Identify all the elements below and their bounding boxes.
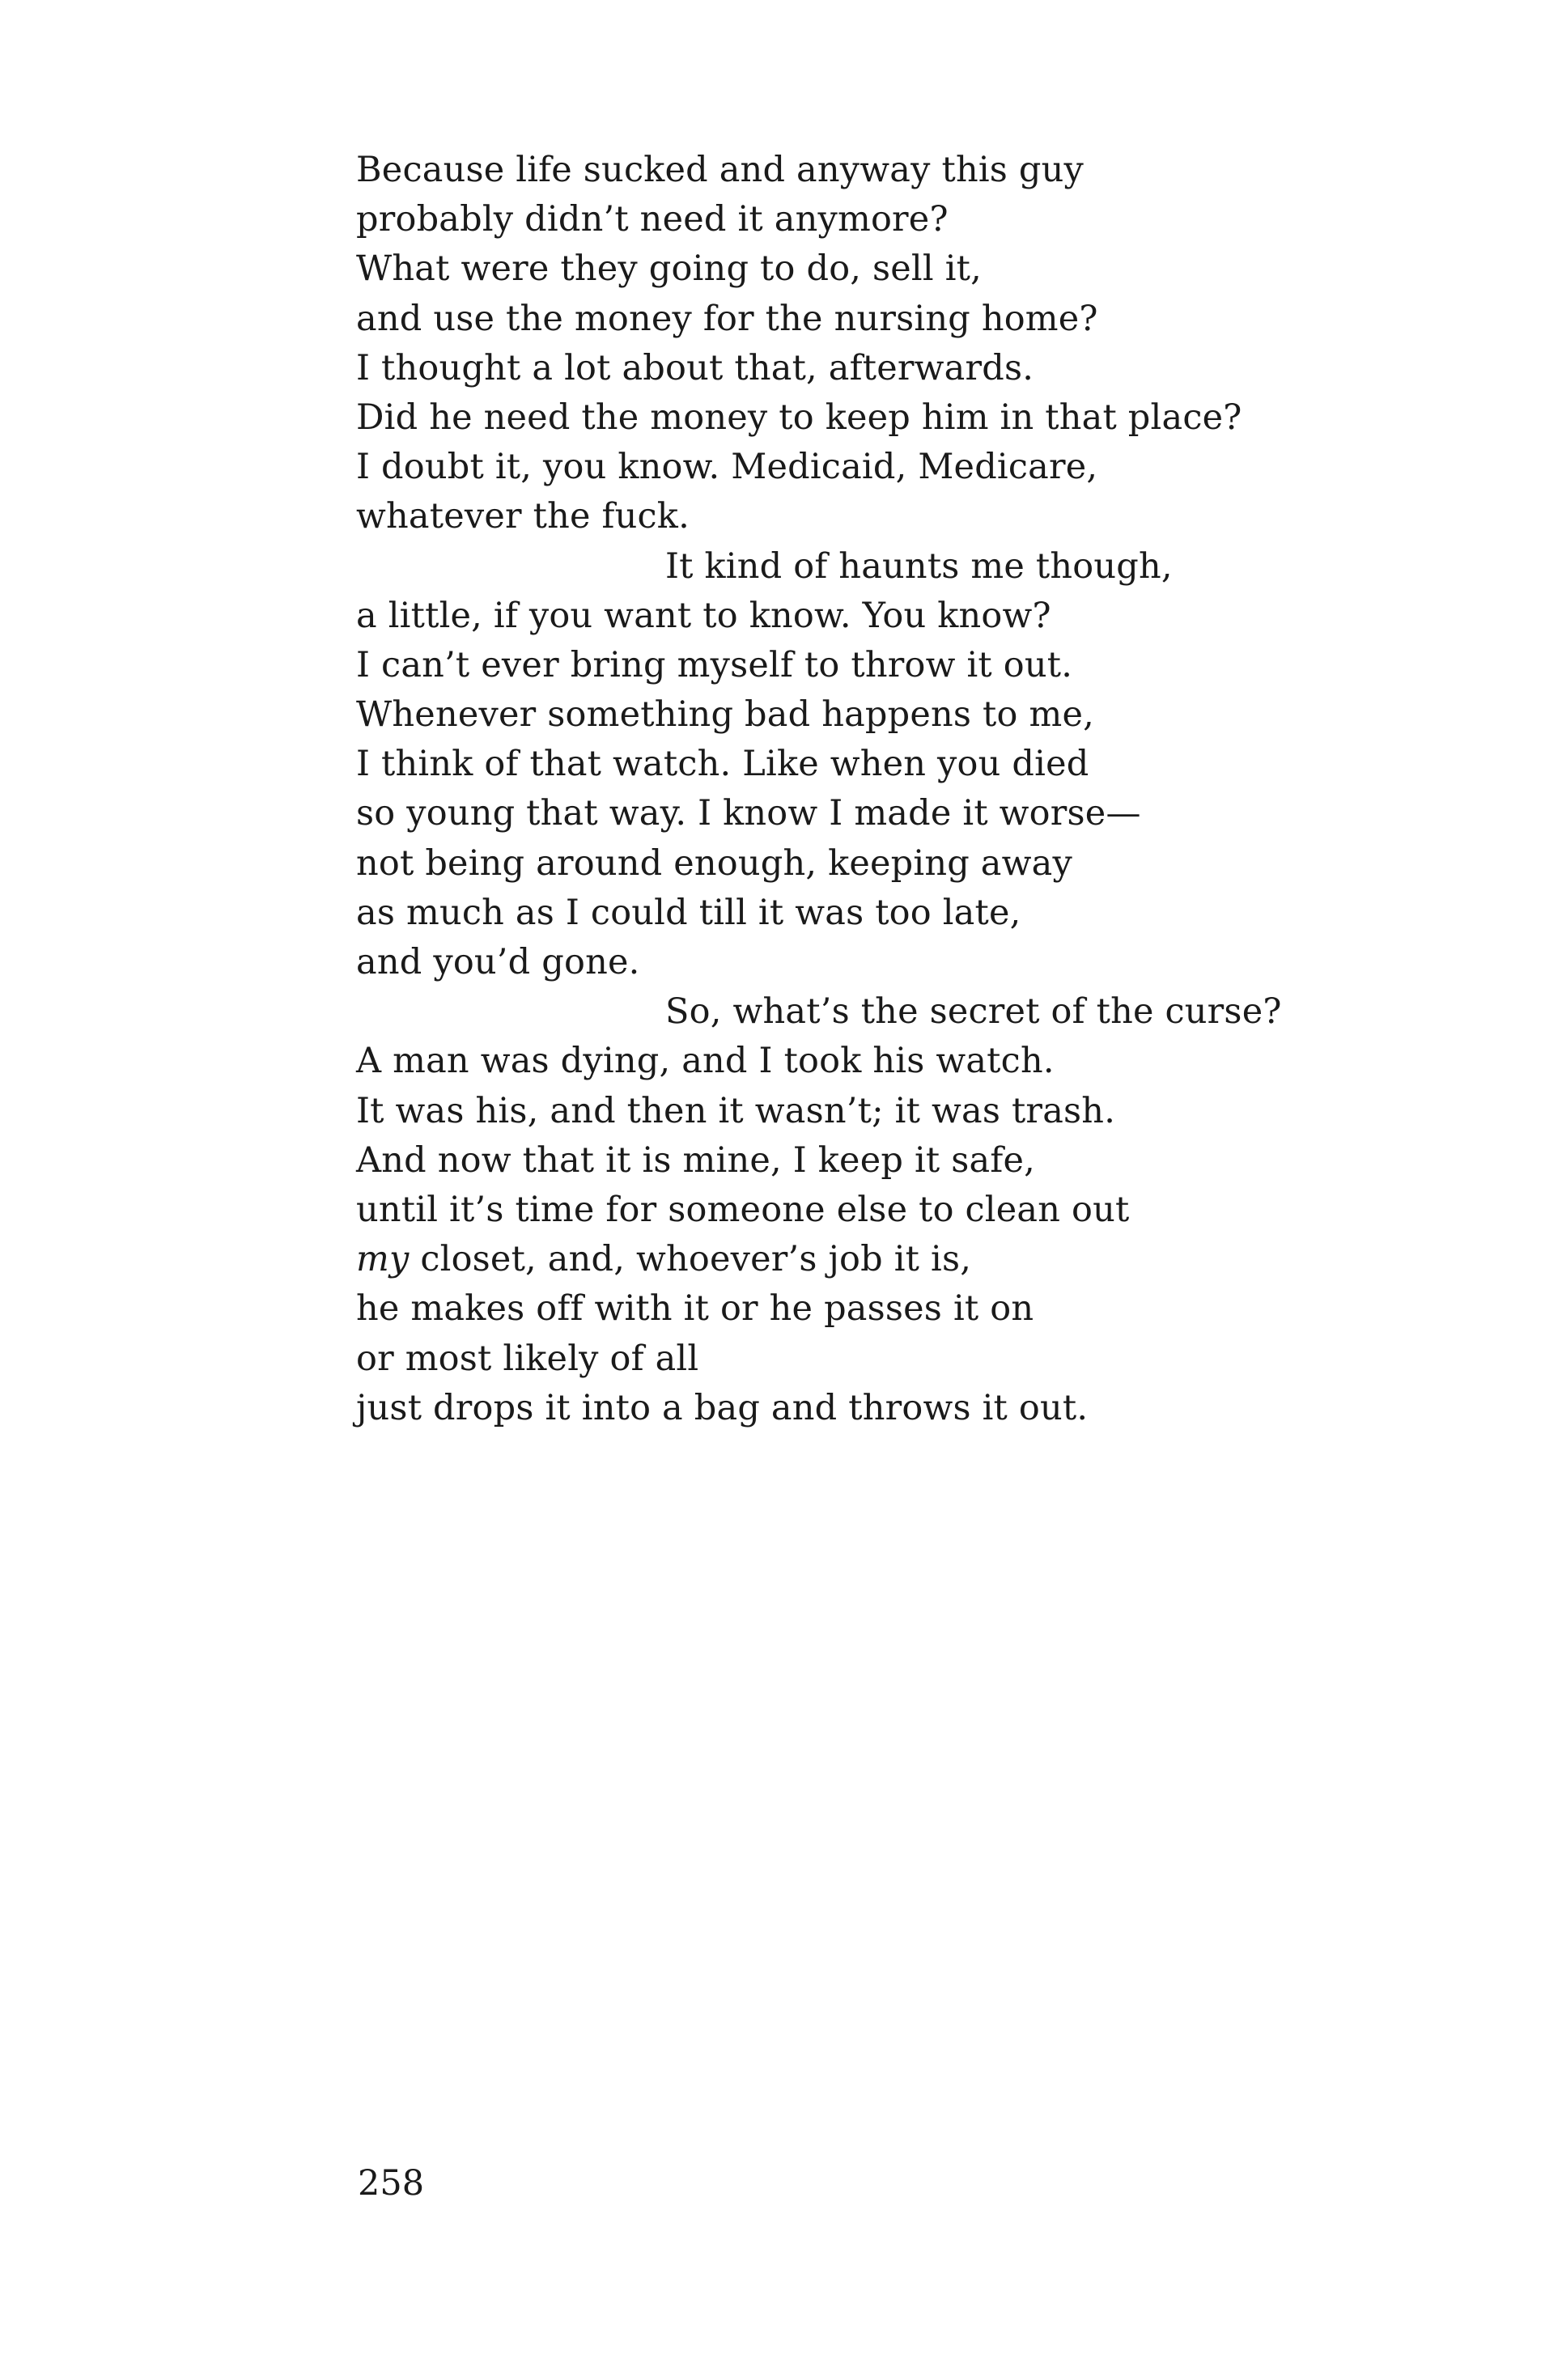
poem-line: until it’s time for someone else to clean out: [356, 1189, 1130, 1230]
poem-line: not being around enough, keeping away: [356, 842, 1072, 884]
poem-line: so young that way. I know I made it worse—: [356, 793, 1141, 834]
poem-line: a little, if you want to know. You know?: [356, 595, 1051, 636]
poem-line: It was his, and then it wasn’t; it was trash.: [356, 1090, 1116, 1131]
poem-line: I thought a lot about that, afterwards.: [356, 347, 1034, 388]
poem-line-indented: It kind of haunts me though,: [665, 545, 1173, 587]
poem-line: I doubt it, you know. Medicaid, Medicare,: [356, 447, 1098, 488]
poem-line-italic-word: my: [356, 1239, 410, 1280]
poem-line: Whenever something bad happens to me,: [356, 694, 1094, 736]
poem-line: And now that it is mine, I keep it safe,: [356, 1139, 1035, 1181]
poem-line: Because life sucked and anyway this guy: [356, 150, 1084, 190]
poem-line: just drops it into a bag and throws it out.: [356, 1387, 1089, 1428]
poem-line: as much as I could till it was too late,: [356, 892, 1021, 933]
poem-line: and use the money for the nursing home?: [356, 298, 1098, 339]
poem-line: I think of that watch. Like when you died: [356, 744, 1089, 785]
poem-line: he makes off with it or he passes it on: [356, 1288, 1034, 1330]
page-number: 258: [358, 2163, 425, 2204]
poem-line-indented: So, what’s the secret of the curse?: [665, 991, 1282, 1033]
poem-line: A man was dying, and I took his watch.: [356, 1041, 1055, 1082]
poem-body: [356, 146, 1473, 1433]
poem-line-rest: closet, and, whoever’s job it is,: [409, 1239, 972, 1280]
poem-line: [356, 1235, 1473, 1284]
poem-line: I can’t ever bring myself to throw it out.: [356, 644, 1073, 685]
poem-line: What were they going to do, sell it,: [356, 248, 983, 290]
poem-line: or most likely of all: [356, 1338, 699, 1379]
poem-line: probably didn’t need it anymore?: [356, 199, 949, 240]
poem-line: Did he need the money to keep him in that place?: [356, 397, 1242, 438]
poem-line: whatever the fuck.: [356, 496, 690, 537]
poem-line: and you’d gone.: [356, 942, 640, 982]
